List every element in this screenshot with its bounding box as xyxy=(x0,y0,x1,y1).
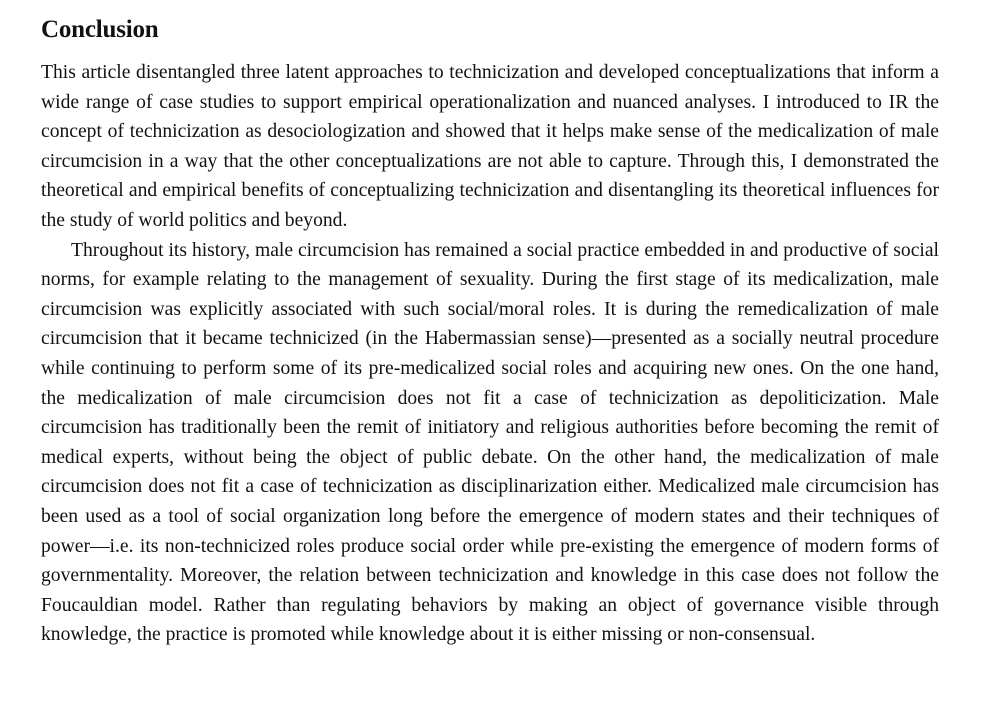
paragraph-2: Throughout its history, male circumcision has remained a social practice embedded in and productive of social norms, for example relating to the management of sexuality. During the first stage of its medicalization, male circumcision was explicitly associated with such social/moral roles. It is during the remedicalization of male circumcision that it became technicized (in the Habermassian sense)—presented as a socially neutral procedure while continuing to perform some of its pre-medicalized social roles and acquiring new ones. On the one hand, the medicalization of male circumcision does not fit a case of technicization as depoliticization. Male circumcision has traditionally been the remit of initiatory and religious authorities before becoming the remit of medical experts, without being the object of public debate. On the other hand, the medicalization of male circumcision does not fit a case of technicization as disciplinarization either. Medicalized male circumcision has been used as a tool of social organization long before the emergence of modern states and their techniques of power—i.e. its non-technicized roles produce social order while pre-existing the emergence of modern forms of governmentality. Moreover, the relation between technicization and knowledge in this case does not follow the Foucauldian model. Rather than regulating behaviors by making an object of governance visible through knowledge, the practice is promoted while knowledge about it is either missing or non-consensual. xyxy=(41,239,939,646)
document-page xyxy=(41,12,939,650)
section-heading: Conclusion xyxy=(41,16,159,43)
paragraph-1: This article disentangled three latent approaches to technicization and developed conceptualizations that inform a wide range of case studies to support empirical operationalization and nuanced analyses. I introduced to IR the concept of technicization as desociologization and showed that it helps make sense of the medicalization of male circumcision in a way that the other conceptualizations are not able to capture. Through this, I demonstrated the theoretical and empirical benefits of conceptualizing technicization and disentangling its theoretical influences for the study of world politics and beyond. xyxy=(41,62,939,231)
